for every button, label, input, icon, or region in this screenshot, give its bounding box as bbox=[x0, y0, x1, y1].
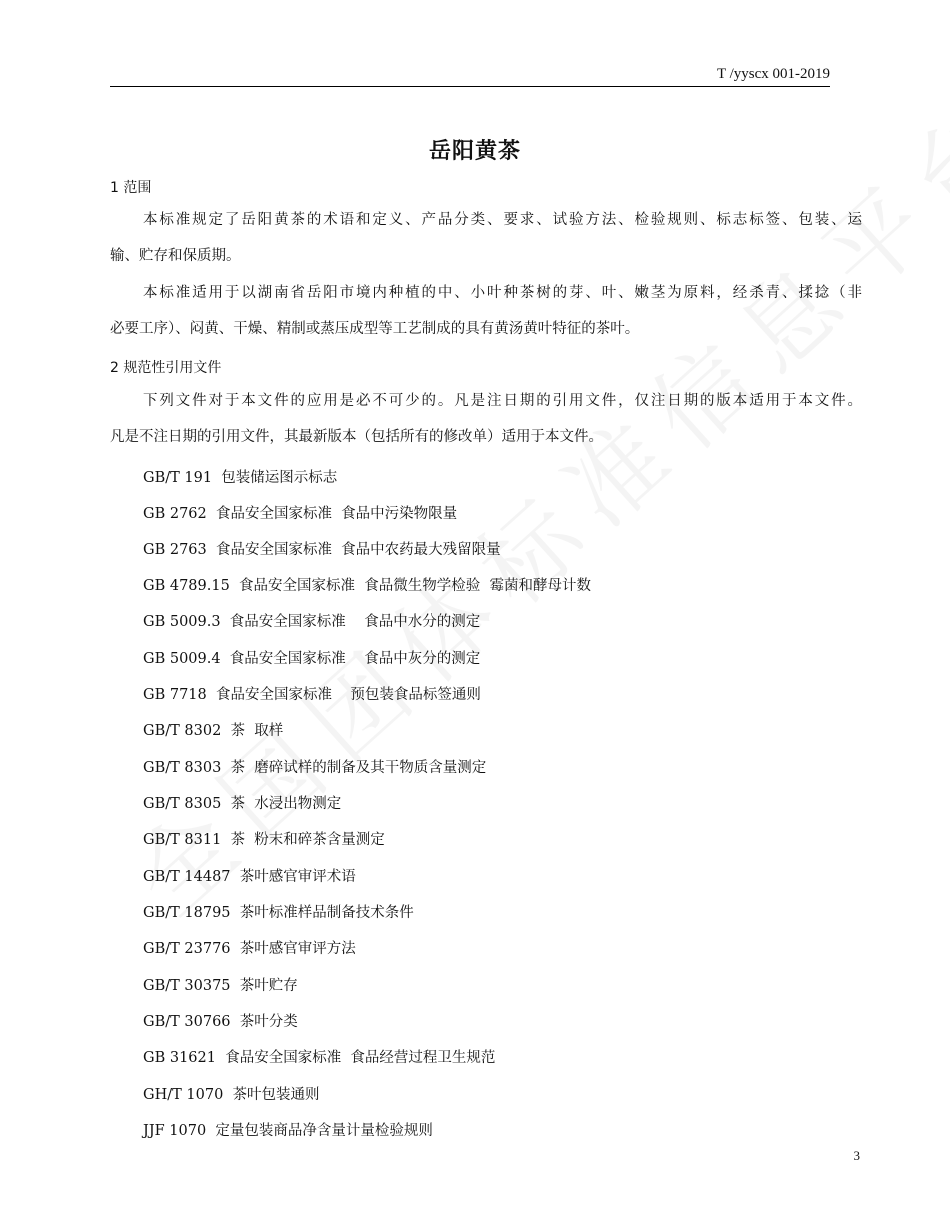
paragraph-scope-2 bbox=[110, 275, 862, 347]
paragraph-line: 本标准适用于以湖南省岳阳市境内种植的中、小叶种茶树的芽、叶、嫩茎为原料，经杀青、揉捻（非 bbox=[143, 285, 862, 301]
section-heading-scope: 1 范围 bbox=[110, 180, 152, 196]
reference-item: GB 5009.4 食品安全国家标准 食品中灰分的测定 bbox=[143, 651, 481, 667]
section-heading-normative-references: 2 规范性引用文件 bbox=[110, 360, 222, 376]
reference-item: GB/T 8311 茶 粉末和碎茶含量测定 bbox=[143, 832, 385, 848]
reference-item: GB/T 191 包装储运图示标志 bbox=[143, 470, 338, 486]
reference-item: GB/T 8305 茶 水浸出物测定 bbox=[143, 796, 342, 812]
reference-item: GB 31621 食品安全国家标准 食品经营过程卫生规范 bbox=[143, 1050, 496, 1066]
document-title: 岳阳黄茶 bbox=[428, 139, 521, 164]
reference-item: GB 7718 食品安全国家标准 预包装食品标签通则 bbox=[143, 687, 481, 703]
reference-item: GB/T 23776 茶叶感官审评方法 bbox=[143, 941, 356, 957]
reference-item: GB/T 14487 茶叶感官审评术语 bbox=[143, 869, 356, 885]
reference-item: GB 2763 食品安全国家标准 食品中农药最大残留限量 bbox=[143, 542, 501, 558]
reference-item: GB/T 30375 茶叶贮存 bbox=[143, 978, 298, 994]
reference-item: GB 5009.3 食品安全国家标准 食品中水分的测定 bbox=[143, 614, 481, 630]
reference-item: GB/T 18795 茶叶标准样品制备技术条件 bbox=[143, 905, 414, 921]
paragraph-line: 本标准规定了岳阳黄茶的术语和定义、产品分类、要求、试验方法、检验规则、标志标签、包装、运 bbox=[143, 212, 862, 228]
reference-item: GB/T 8303 茶 磨碎试样的制备及其干物质含量测定 bbox=[143, 760, 487, 776]
paragraph-line: 下列文件对于本文件的应用是必不可少的。凡是注日期的引用文件，仅注日期的版本适用于本文件。 bbox=[143, 393, 862, 409]
reference-item: JJF 1070 定量包装商品净含量计量检验规则 bbox=[143, 1123, 433, 1139]
reference-item: GH/T 1070 茶叶包装通则 bbox=[143, 1087, 320, 1103]
paragraph-line: 凡是不注日期的引用文件，其最新版本（包括所有的修改单）适用于本文件。 bbox=[110, 429, 603, 445]
paragraph-line: 必要工序）、闷黄、干燥、精制或蒸压成型等工艺制成的具有黄汤黄叶特征的茶叶。 bbox=[110, 321, 640, 337]
reference-item: GB 4789.15 食品安全国家标准 食品微生物学检验 霉菌和酵母计数 bbox=[143, 578, 591, 594]
document-code: T /yyscx 001-2019 bbox=[716, 66, 830, 82]
page-number: 3 bbox=[853, 1148, 860, 1163]
header-rule bbox=[110, 86, 830, 87]
reference-item: GB/T 30766 茶叶分类 bbox=[143, 1014, 298, 1030]
paragraph-normative-intro bbox=[110, 383, 862, 455]
reference-item: GB 2762 食品安全国家标准 食品中污染物限量 bbox=[143, 506, 458, 522]
paragraph-scope-1 bbox=[110, 202, 862, 274]
paragraph-line: 输、贮存和保质期。 bbox=[110, 248, 241, 264]
reference-item: GB/T 8302 茶 取样 bbox=[143, 723, 284, 739]
